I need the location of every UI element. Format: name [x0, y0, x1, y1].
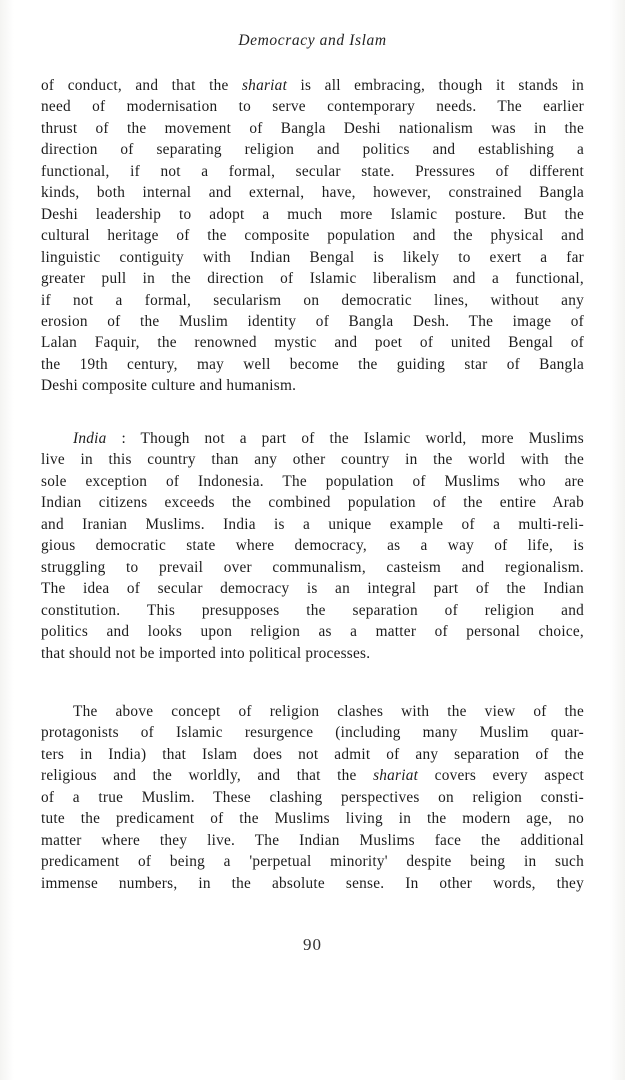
text-line: cultural heritage of the composite population and the physical and — [41, 227, 584, 245]
paragraph-religion-concept — [41, 701, 584, 894]
text-line: The above concept of religion clashes with the view of the — [73, 703, 584, 720]
text-line: tute the predicament of the Muslims living in the modern age, no — [41, 810, 584, 828]
paragraph-bangladesh — [41, 75, 584, 397]
text-line: matter where they live. The Indian Muslims face the additional — [41, 831, 584, 849]
text-line: erosion of the Muslim identity of Bangla Desh. The image of — [41, 312, 584, 330]
text-line: of conduct, and that the shariat is all embracing, though it stands in — [41, 77, 584, 94]
text-line: immense numbers, in the absolute sense. In other words, they — [41, 874, 584, 892]
text-line: struggling to prevail over communalism, casteism and regionalism. — [41, 558, 584, 576]
text-line: thrust of the movement of Bangla Deshi nationalism was in the — [41, 119, 584, 137]
text-line: greater pull in the direction of Islamic liberalism and a functional, — [41, 270, 584, 288]
text-line: religious and the worldly, and that the shariat covers every aspect — [41, 767, 584, 785]
paragraph-india — [41, 428, 584, 664]
text-line: direction of separating religion and politics and establishing a — [41, 141, 584, 159]
text-line: sole exception of Indonesia. The population of Muslims who are — [41, 472, 584, 490]
text-line: kinds, both internal and external, have, however, constrained Bangla — [41, 184, 584, 202]
text-line: Deshi leadership to adopt a much more Islamic posture. But the — [41, 205, 584, 223]
text-line: politics and looks upon religion as a matter of personal choice, — [41, 623, 584, 641]
text-line: functional, if not a formal, secular state. Pressures of different — [41, 162, 584, 180]
page-number: 90 — [303, 935, 322, 954]
text-line: Deshi composite culture and humanism. — [41, 377, 297, 395]
text-line: live in this country than any other country in the world with the — [41, 451, 584, 469]
text-line: the 19th century, may well become the guiding star of Bangla — [41, 355, 584, 373]
text-line: if not a formal, secularism on democratic lines, without any — [41, 291, 584, 309]
text-line: Indian citizens exceeds the combined population of the entire Arab — [41, 494, 584, 512]
text-line: The idea of secular democracy is an integral part of the Indian — [41, 580, 584, 598]
text-line: predicament of being a 'perpetual minority' despite being in such — [41, 853, 584, 871]
text-line: Lalan Faquir, the renowned mystic and poet of united Bengal of — [41, 334, 584, 352]
running-head: Democracy and Islam — [238, 32, 387, 49]
text-line: that should not be imported into political processes. — [41, 644, 371, 662]
text-line: protagonists of Islamic resurgence (including many Muslim quar- — [41, 724, 584, 742]
text-line: ters in India) that Islam does not admit of any separation of the — [41, 745, 584, 763]
text-line: and Iranian Muslims. India is a unique example of a multi-reli- — [41, 515, 584, 533]
text-line: India : Though not a part of the Islamic world, more Muslims — [73, 430, 584, 447]
text-line: linguistic contiguity with Indian Bengal is likely to exert a far — [41, 248, 584, 266]
text-line: of a true Muslim. These clashing perspectives on religion consti- — [41, 788, 584, 806]
text-line: constitution. This presupposes the separation of religion and — [41, 601, 584, 619]
text-line: gious democratic state where democracy, as a way of life, is — [41, 537, 584, 555]
text-line: need of modernisation to serve contemporary needs. The earlier — [41, 98, 584, 116]
